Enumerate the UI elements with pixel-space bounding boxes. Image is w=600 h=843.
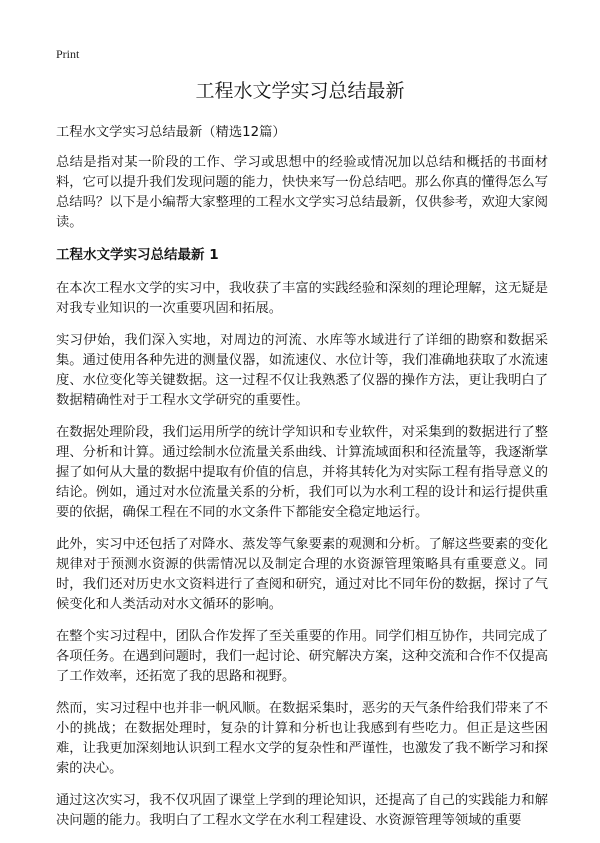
- body-paragraph: 在数据处理阶段，我们运用所学的统计学知识和专业软件，对采集到的数据进行了整理、分析和计算。通过绘制水位流量关系曲线、计算流域面积和径流量等，我逐渐掌握了如何从大量的数据中提取有价值的信息，并将其转化为对实际工程有指导意义的结论。例如，通过对水位流量关系的分析，我们可以为水利工程的设计和运行提供重要的依据，确保工程在不同的水文条件下都能安全稳定地运行。: [56, 425, 548, 520]
- body-paragraph: 此外，实习中还包括了对降水、蒸发等气象要素的观测和分析。了解这些要素的变化规律对于预测水资源的供需情况以及制定合理的水资源管理策略具有重要意义。同时，我们还对历史水文资料进行了查阅和研究，通过对比不同年份的数据，探讨了气候变化和人类活动对水文循环的影响。: [56, 537, 548, 612]
- intro-paragraph: 总结是指对某一阶段的工作、学习或思想中的经验或情况加以总结和概括的书面材料，它可以提升我们发现问题的能力，快快来写一份总结吧。那么你真的懂得怎么写总结吗？以下是小编帮大家整理的工程水文学实习总结最新，仅供参考，欢迎大家阅读。: [56, 155, 548, 230]
- page-title: 工程水文学实习总结最新: [195, 80, 405, 102]
- section-heading: 工程水文学实习总结最新 1: [56, 247, 219, 263]
- print-link[interactable]: Print: [56, 47, 80, 61]
- body-paragraph: 实习伊始，我们深入实地，对周边的河流、水库等水域进行了详细的勘察和数据采集。通过使用各种先进的测量仪器，如流速仪、水位计等，我们准确地获取了水流速度、水位变化等关键数据。这一过程不仅让我熟悉了仪器的操作方法，更让我明白了数据精确性对于工程水文学研究的重要性。: [56, 333, 548, 408]
- document-subtitle: 工程水文学实习总结最新（精选12篇）: [56, 125, 286, 140]
- document-body: [56, 123, 548, 843]
- body-paragraph: 通过这次实习，我不仅巩固了课堂上学到的理论知识，还提高了自己的实践能力和解决问题的能力。我明白了工程水文学在水利工程建设、水资源管理等领域的重要: [56, 793, 548, 828]
- body-paragraph: 然而，实习过程中也并非一帆风顺。在数据采集时，恶劣的天气条件给我们带来了不小的挑战；在数据处理时，复杂的计算和分析也让我感到有些吃力。但正是这些困难，让我更加深刻地认识到工程水文学的复杂性和严谨性，也激发了我不断学习和探索的决心。: [56, 701, 548, 776]
- body-paragraph: 在整个实习过程中，团队合作发挥了至关重要的作用。同学们相互协作，共同完成了各项任务。在遇到问题时，我们一起讨论、研究解决方案，这种交流和合作不仅提高了工作效率，还拓宽了我的思路和视野。: [56, 629, 548, 684]
- body-paragraph: 在本次工程水文学的实习中，我收获了丰富的实践经验和深刻的理论理解，这无疑是对我专业知识的一次重要巩固和拓展。: [56, 281, 548, 316]
